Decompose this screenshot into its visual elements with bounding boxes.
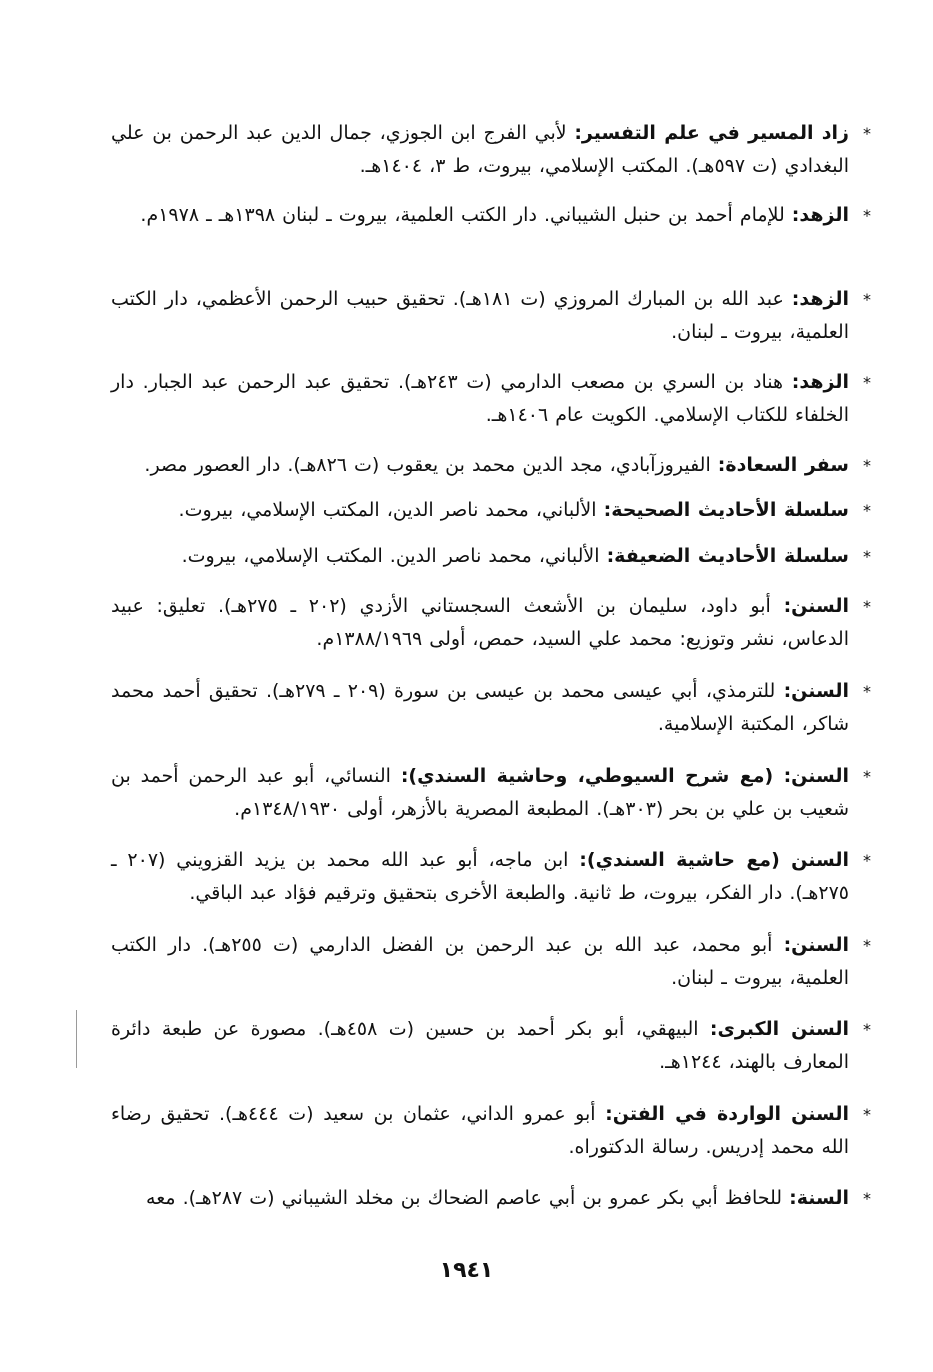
bullet-marker: * (863, 1105, 871, 1124)
bibliography-entry (111, 117, 871, 183)
bullet-marker: * (863, 373, 871, 392)
entry-body: الألباني، محمد ناصر الدين. المكتب الإسلامي، بيروت. (181, 545, 607, 567)
bullet-marker: * (863, 682, 871, 701)
entry-text (111, 117, 871, 183)
bullet-marker: * (863, 206, 871, 225)
entry-body: أبو محمد، عبد الله بن عبد الرحمن بن الفضل الدارمي (ت ٢٥٥هـ). دار الكتب العلمية، بيروت ـ لبنان. (111, 934, 849, 989)
entry-heading: السنن: (783, 595, 849, 617)
page-number: ١٩٤١ (439, 1258, 494, 1283)
bibliography-entry (111, 366, 871, 432)
entry-heading: سفر السعادة: (717, 454, 849, 476)
entry-body: للترمذي، أبي عيسى محمد بن عيسى بن سورة (٢٠٩ ـ ٢٧٩هـ). تحقيق أحمد محمد شاكر، المكتبة الإسلامية. (111, 680, 849, 735)
bibliography-entry (111, 760, 871, 826)
entry-text (111, 1013, 871, 1079)
bullet-marker: * (863, 1020, 871, 1039)
bibliography-entry (111, 1013, 871, 1079)
entry-text (111, 283, 871, 349)
entry-heading: زاد المسير في علم التفسير: (574, 122, 849, 144)
entry-heading: سلسلة الأحاديث الصحيحة: (603, 499, 849, 521)
bullet-marker: * (863, 851, 871, 870)
entry-text (111, 844, 871, 910)
bullet-marker: * (863, 767, 871, 786)
bullet-marker: * (863, 290, 871, 309)
entry-text (111, 929, 871, 995)
entry-body: النسائي، أبو عبد الرحمن أحمد بن شعيب بن علي بن بحر (٣٠٣هـ). المطبعة المصرية بالأزهر، أولى ١٣٤٨/١٩٣٠م. (111, 765, 849, 820)
entry-body: لأبي الفرج ابن الجوزي، جمال الدين عبد الرحمن بن علي البغدادي (ت ٥٩٧هـ). المكتب الإسلامي، بيروت، ط ٣، ١٤٠٤هـ. (111, 122, 849, 177)
entry-body: أبو عمرو الداني، عثمان بن سعيد (ت ٤٤٤هـ). تحقيق رضاء الله محمد إدريس. رسالة الدكتوراه. (111, 1103, 849, 1158)
bullet-marker: * (863, 501, 871, 520)
bibliography-entry (111, 540, 871, 573)
bibliography-entry (111, 844, 871, 910)
bullet-marker: * (863, 124, 871, 143)
bullet-marker: * (863, 547, 871, 566)
entry-text (111, 760, 871, 826)
entry-heading: السنن الواردة في الفتن: (605, 1103, 849, 1125)
entry-text (111, 449, 871, 482)
entry-body: هناد بن السري بن مصعب الدارمي (ت ٢٤٣هـ). تحقيق عبد الرحمن عبد الجبار. دار الخلفاء للكتاب الإسلامي. الكويت عام ١٤٠٦هـ. (111, 371, 849, 426)
entry-text (111, 1098, 871, 1164)
entry-text (111, 199, 871, 232)
bullet-marker: * (863, 597, 871, 616)
bibliography-entry (111, 283, 871, 349)
entry-body: عبد الله بن المبارك المروزي (ت ١٨١هـ). تحقيق حبيب الرحمن الأعظمي، دار الكتب العلمية، بيروت ـ لبنان. (111, 288, 849, 343)
bullet-marker: * (863, 1189, 871, 1208)
bibliography-entry (111, 449, 871, 482)
entry-text (111, 675, 871, 741)
bullet-marker: * (863, 936, 871, 955)
entry-heading: الزهد: (791, 371, 849, 393)
entry-text (111, 494, 871, 527)
margin-rule (76, 1010, 77, 1068)
entry-heading: السنن (مع حاشية السندي): (579, 849, 850, 871)
entry-text (111, 1182, 871, 1215)
bibliography-entry (111, 929, 871, 995)
entry-text (111, 366, 871, 432)
entry-body: الفيروزآبادي، مجد الدين محمد بن يعقوب (ت ٨٢٦هـ). دار العصور مصر. (144, 454, 718, 476)
bibliography-entry (111, 590, 871, 656)
entry-heading: السنن: (مع شرح السيوطي، وحاشية السندي): (400, 765, 849, 787)
entry-heading: السنن: (783, 934, 850, 956)
entry-body: ابن ماجه، أبو عبد الله محمد بن يزيد القزويني (٢٠٧ ـ ٢٧٥هـ). دار الفكر، بيروت، ط ثانية. والطبعة الأخرى بتحقيق وترقيم فؤاد عبد الباقي. (111, 849, 849, 904)
entry-body: للإمام أحمد بن حنبل الشيباني. دار الكتب العلمية، بيروت ـ لبنان ١٣٩٨هـ ـ ١٩٧٨م. (140, 204, 792, 226)
entry-body: للحافظ أبي بكر عمرو بن أبي عاصم الضحاك بن مخلد الشيباني (ت ٢٨٧هـ). معه (146, 1187, 790, 1209)
entry-heading: الزهد: (791, 288, 849, 310)
bibliography-entry (111, 1182, 871, 1215)
bibliography-entry (111, 1098, 871, 1164)
entry-text (111, 590, 871, 656)
entry-heading: الزهد: (791, 204, 849, 226)
entry-heading: السنن: (783, 680, 849, 702)
entry-text (111, 540, 871, 573)
bullet-marker: * (863, 456, 871, 475)
entry-body: البيهقي، أبو بكر أحمد بن حسين (ت ٤٥٨هـ). مصورة عن طبعة دائرة المعارف بالهند، ١٢٤٤هـ. (111, 1018, 849, 1073)
entry-heading: السنة: (789, 1187, 849, 1209)
entry-heading: السنن الكبرى: (709, 1018, 849, 1040)
entry-heading: سلسلة الأحاديث الضعيفة: (606, 545, 849, 567)
bibliography-entry (111, 675, 871, 741)
entry-body: الألباني، محمد ناصر الدين، المكتب الإسلامي، بيروت. (178, 499, 604, 521)
bibliography-entry (111, 199, 871, 232)
entry-body: أبو داود، سليمان بن الأشعث السجستاني الأزدي (٢٠٢ ـ ٢٧٥هـ). تعليق: عبيد الدعاس، نشر وتوزيع: محمد علي السيد، حمص، أولى ١٣٨٨/١٩٦٩م. (111, 595, 849, 650)
bibliography-entry (111, 494, 871, 527)
